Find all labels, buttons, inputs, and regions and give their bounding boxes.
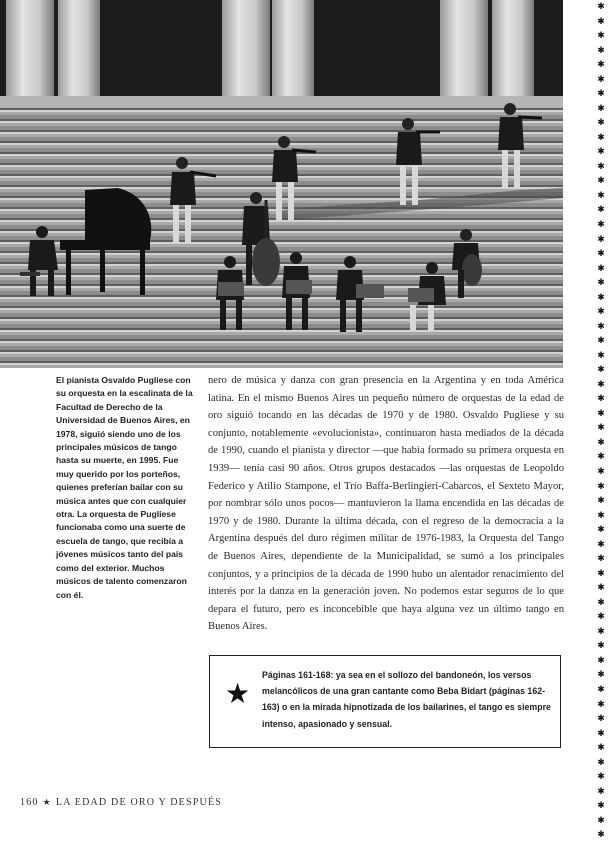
orchestra-photo (0, 0, 563, 368)
border-star-icon: ✱ (597, 640, 605, 651)
border-star-icon: ✱ (597, 524, 605, 535)
border-star-icon: ✱ (597, 262, 605, 273)
border-star-icon: ✱ (597, 611, 605, 622)
border-star-icon: ✱ (597, 407, 605, 418)
border-star-icon: ✱ (597, 800, 605, 811)
border-star-icon: ✱ (597, 436, 605, 447)
border-star-icon: ✱ (597, 378, 605, 389)
border-star-icon: ✱ (597, 756, 605, 767)
note-box (209, 655, 561, 748)
border-star-icon: ✱ (597, 683, 605, 694)
border-star-icon: ✱ (597, 480, 605, 491)
border-star-icon: ✱ (597, 15, 605, 26)
border-star-icon: ✱ (597, 567, 605, 578)
border-star-icon: ✱ (597, 829, 605, 840)
border-star-icon: ✱ (597, 349, 605, 360)
border-star-icon: ✱ (597, 466, 605, 476)
footer-star-icon: ★ (42, 797, 52, 807)
border-star-icon: ✱ (597, 73, 605, 84)
border-star-icon: ✱ (597, 44, 605, 55)
border-star-icon: ✱ (597, 538, 605, 549)
border-star-icon: ✱ (597, 495, 605, 506)
border-star-icon: ✱ (597, 248, 605, 259)
border-star-icon: ✱ (597, 320, 605, 331)
border-star-icon: ✱ (597, 553, 605, 564)
border-star-icon: ✱ (597, 393, 605, 404)
border-star-icon: ✱ (597, 335, 605, 346)
page-number: 160 (20, 797, 39, 808)
border-star-icon: ✱ (597, 669, 605, 680)
border-star-icon: ✱ (597, 596, 605, 607)
border-star-icon: ✱ (597, 364, 605, 375)
border-star-icon: ✱ (597, 88, 605, 99)
border-star-icon: ✱ (597, 306, 605, 317)
border-star-icon: ✱ (597, 509, 605, 520)
border-star-icon: ✱ (597, 727, 605, 738)
border-star-icon: ✱ (597, 102, 605, 113)
border-star-icon: ✱ (597, 175, 605, 186)
border-star-icon: ✱ (597, 713, 605, 724)
border-star-icon: ✱ (597, 785, 605, 796)
border-star-icon: ✱ (597, 277, 605, 288)
border-star-icon: ✱ (597, 654, 605, 665)
border-star-icon: ✱ (597, 1, 605, 11)
border-star-icon: ✱ (597, 218, 605, 229)
border-star-icon: ✱ (597, 117, 605, 128)
border-star-icon: ✱ (597, 698, 605, 709)
border-star-icon: ✱ (597, 233, 605, 244)
border-star-icon: ✱ (597, 204, 605, 215)
star-icon: ★ (225, 677, 251, 710)
border-star-icon: ✱ (597, 451, 605, 462)
note-text: Páginas 161-168: ya sea en el sollozo del bandoneón, los versos melancólicos de una gran cantante como Beba Bidart (páginas 162-163) o en la mirada hipnotizada de los bailarines, el tango es siempre intenso, apasionado y sensual. (262, 670, 551, 729)
border-star-icon: ✱ (597, 582, 605, 593)
border-star-icon: ✱ (597, 146, 605, 157)
border-star-icon: ✱ (597, 160, 605, 171)
section-title: LA EDAD DE ORO Y DESPUÉS (55, 797, 223, 808)
page-footer (20, 797, 222, 808)
border-star-icon: ✱ (597, 422, 605, 433)
body-text: nero de música y danza con gran presencia en la Argentina y en toda América latina. En el mismo Buenos Aires un pequeño número de orquestas de la edad de oro siguió tocando en las décadas de 1970 y de 1980. Osvaldo Pugliese y su conjunto, notablemente «evolucionista», continuaron hasta mediados de la década de 1990, cuando el pianista y director —que había formado su primera orquesta en 1939— tenía casi 90 años. Otros grupos destacados —las orquestas de Leopoldo Federico y Atilio Stampone, el Trío Baffa-Berlingieri-Cabarcos, el Sexteto Mayor, por nombrar sólo unos pocos— mantuvieron la llama encendida en las décadas de 1970 y de 1980. Durante la última década, con el regreso de la democracia a la Argentina después del duro régimen militar de 1976-1983, la Orquesta del Tango de Buenos Aires, dependiente de la Municipalidad, se sumó a los principales conjuntos, y a principios de la década de 1990 hubo un alentador renacimiento del interés por la danza en la generación joven. No podemos estar seguros de lo que depara el futuro, pero es inconcebible que haya alguna vez un último tango en Buenos Aires. (208, 375, 564, 633)
photo-caption: El pianista Osvaldo Pugliese con su orquesta en la escalinata de la Facultad de Derecho de la Universidad de Buenos Aires, en 1978, siguió siendo uno de los principales músicos de tango hasta su muerte, en 1995. Fue muy querido por los porteños, quienes preferían bailar con su música antes que con cualquier otra. La orquesta de Pugliese funcionaba como una suerte de escuela de tango, que recibía a jóvenes músicos tanto del país como del exterior. Muchos músicos de talento comenzaron con él. (56, 375, 193, 600)
star-border-decoration (594, 2, 608, 840)
border-star-icon: ✱ (597, 59, 605, 70)
border-star-icon: ✱ (597, 771, 605, 782)
border-star-icon: ✱ (597, 189, 605, 200)
border-star-icon: ✱ (597, 131, 605, 142)
border-star-icon: ✱ (597, 30, 605, 41)
border-star-icon: ✱ (597, 291, 605, 302)
border-star-icon: ✱ (597, 742, 605, 753)
border-star-icon: ✱ (597, 625, 605, 636)
border-star-icon: ✱ (597, 814, 605, 825)
